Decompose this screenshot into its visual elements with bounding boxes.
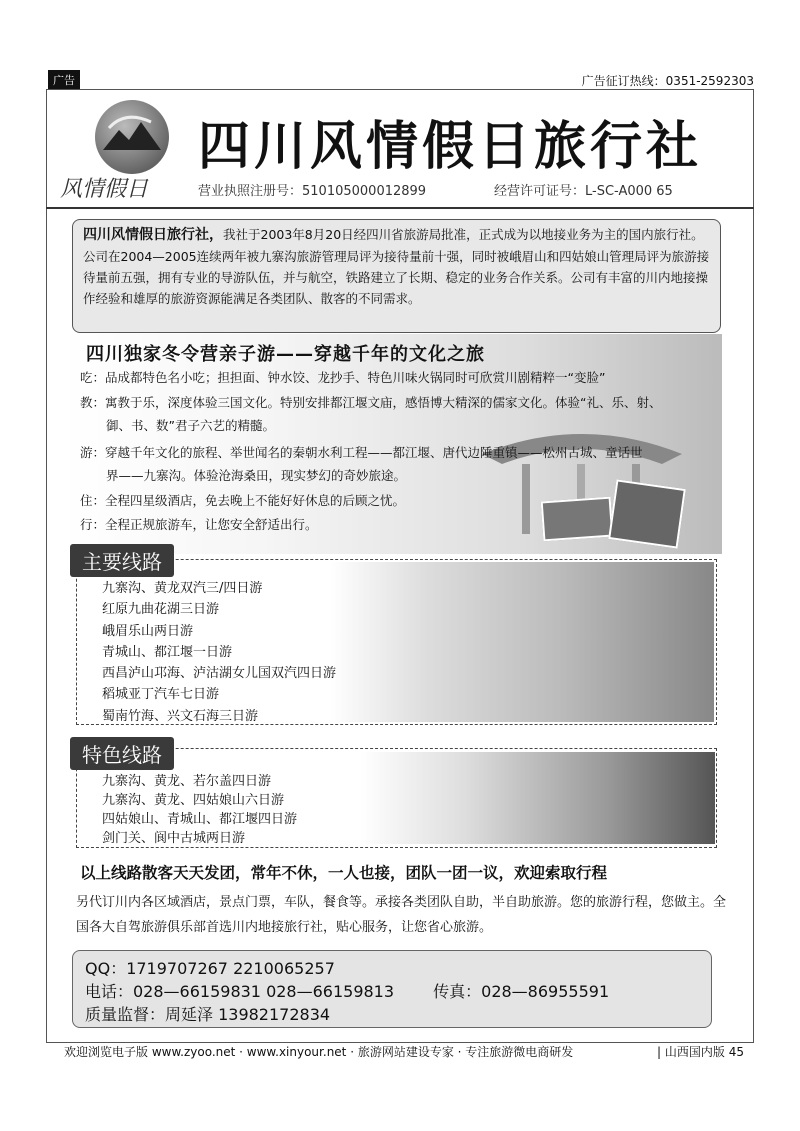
route-item: 红原九曲花湖三日游 bbox=[102, 602, 220, 618]
company-logo bbox=[95, 100, 169, 174]
phone-line bbox=[85, 980, 699, 1003]
company-intro bbox=[72, 219, 721, 333]
brand-title: 四川风情假日旅行社 bbox=[198, 117, 703, 177]
qq-line: QQ：1719707267 2210065257 bbox=[85, 959, 335, 978]
route-item: 峨眉乐山两日游 bbox=[102, 623, 194, 639]
logo-text: 风情假日 bbox=[60, 177, 149, 202]
eat-item: 吃：品成都特色名小吃；担担面、钟水饺、龙抄手、特色川味火锅同时可欣赏川剧精粹一“变脸” bbox=[80, 370, 606, 385]
intro-company-name: 四川风情假日旅行社， bbox=[83, 227, 223, 243]
license-number: 营业执照注册号：510105000012899 bbox=[198, 184, 427, 199]
route-item: 稻城亚丁汽车七日游 bbox=[102, 687, 220, 703]
stay-item: 住：全程四星级酒店，免去晚上不能好好休息的后顾之忧。 bbox=[80, 493, 406, 508]
phone-numbers: 电话：028—66159831 028—66159813 bbox=[85, 982, 395, 1001]
route-item: 剑门关、阆中古城两日游 bbox=[102, 831, 246, 846]
contact-box bbox=[72, 950, 712, 1028]
special-route-list bbox=[102, 772, 297, 848]
supervisor-line: 质量监督：周延泽 13982172834 bbox=[85, 1005, 331, 1024]
special-routes-label: 特色线路 bbox=[70, 737, 174, 770]
footer-page: | 山西国内版 45 bbox=[657, 1045, 744, 1059]
main-route-list bbox=[102, 578, 336, 727]
footer bbox=[64, 1043, 744, 1060]
permit-number: 经营许可证号：L-SC-A000 65 bbox=[494, 184, 673, 199]
route-item: 青城山、都江堰一日游 bbox=[102, 644, 233, 660]
lake-scenery bbox=[330, 562, 714, 722]
top-bar bbox=[48, 70, 754, 90]
route-item: 西昌泸山邛海、泸沽湖女儿国双汽四日游 bbox=[102, 666, 337, 682]
ad-hotline: 广告征订热线：0351-2592303 bbox=[581, 74, 754, 88]
learn-item: 教：寓教于乐，深度体验三国文化。特别安排都江堰文庙，感悟博大精深的儒家文化。体验“礼、乐、射、 bbox=[80, 395, 662, 410]
header-divider bbox=[46, 207, 754, 209]
family-tour-title: 四川独家冬令营亲子游——穿越千年的文化之旅 bbox=[86, 344, 485, 365]
route-item: 四姑娘山、青城山、都江堰四日游 bbox=[102, 812, 298, 827]
intro-text: 我社于2003年8月20日经四川省旅游局批准，正式成为以地接业务为主的国内旅行社。公司在2004—2005连续两年被九寨沟旅游管理局评为接待量前十强，同时被峨眉山和四姑娘山管理局评为旅游接待量前五强，拥有专业的导游队伍，并与航空，铁路建立了长期、稳定的业务合作关系。公司有丰富的川内地接操作经验和雄厚的旅游资源能满足各类团队、散客的不同需求。 bbox=[83, 227, 710, 306]
route-item: 九寨沟、黄龙、四姑娘山六日游 bbox=[102, 793, 285, 808]
main-routes-label: 主要线路 bbox=[70, 544, 174, 577]
route-item: 九寨沟、黄龙双汽三/四日游 bbox=[102, 581, 263, 596]
tour-item-cont: 界——九寨沟。体验沧海桑田，现实梦幻的奇妙旅途。 bbox=[106, 468, 407, 483]
extra-services: 另代订川内各区域酒店，景点门票，车队，餐食等。承接各类团队自助，半自助旅游。您的旅游行程，您做主。全国各大自驾旅游俱乐部首选川内地接旅行社，贴心服务，让您省心旅游。 bbox=[76, 895, 727, 935]
learn-item-cont: 御、书、数”君子六艺的精髓。 bbox=[106, 418, 275, 433]
route-item: 蜀南竹海、兴文石海三日游 bbox=[102, 708, 259, 724]
route-item: 九寨沟、黄龙、若尔盖四日游 bbox=[102, 774, 272, 789]
tour-item: 游：穿越千年文化的旅程、举世闻名的秦朝水利工程——都江堰、唐代边陲重镇——松州古城、童话世 bbox=[80, 445, 643, 460]
mountain-scenery bbox=[360, 752, 715, 844]
fax-number: 传真：028—86955591 bbox=[433, 982, 610, 1001]
ad-tag: 广告 bbox=[48, 70, 80, 90]
footer-sites: 欢迎浏览电子版 www.zyoo.net · www.xinyour.net · 旅游网站建设专家 · 专注旅游微电商研发 bbox=[64, 1045, 574, 1059]
slogan: 以上线路散客天天发团，常年不休，一人也接，团队一团一议，欢迎索取行程 bbox=[80, 864, 608, 882]
transport-item: 行：全程正规旅游车，让您安全舒适出行。 bbox=[80, 517, 318, 532]
